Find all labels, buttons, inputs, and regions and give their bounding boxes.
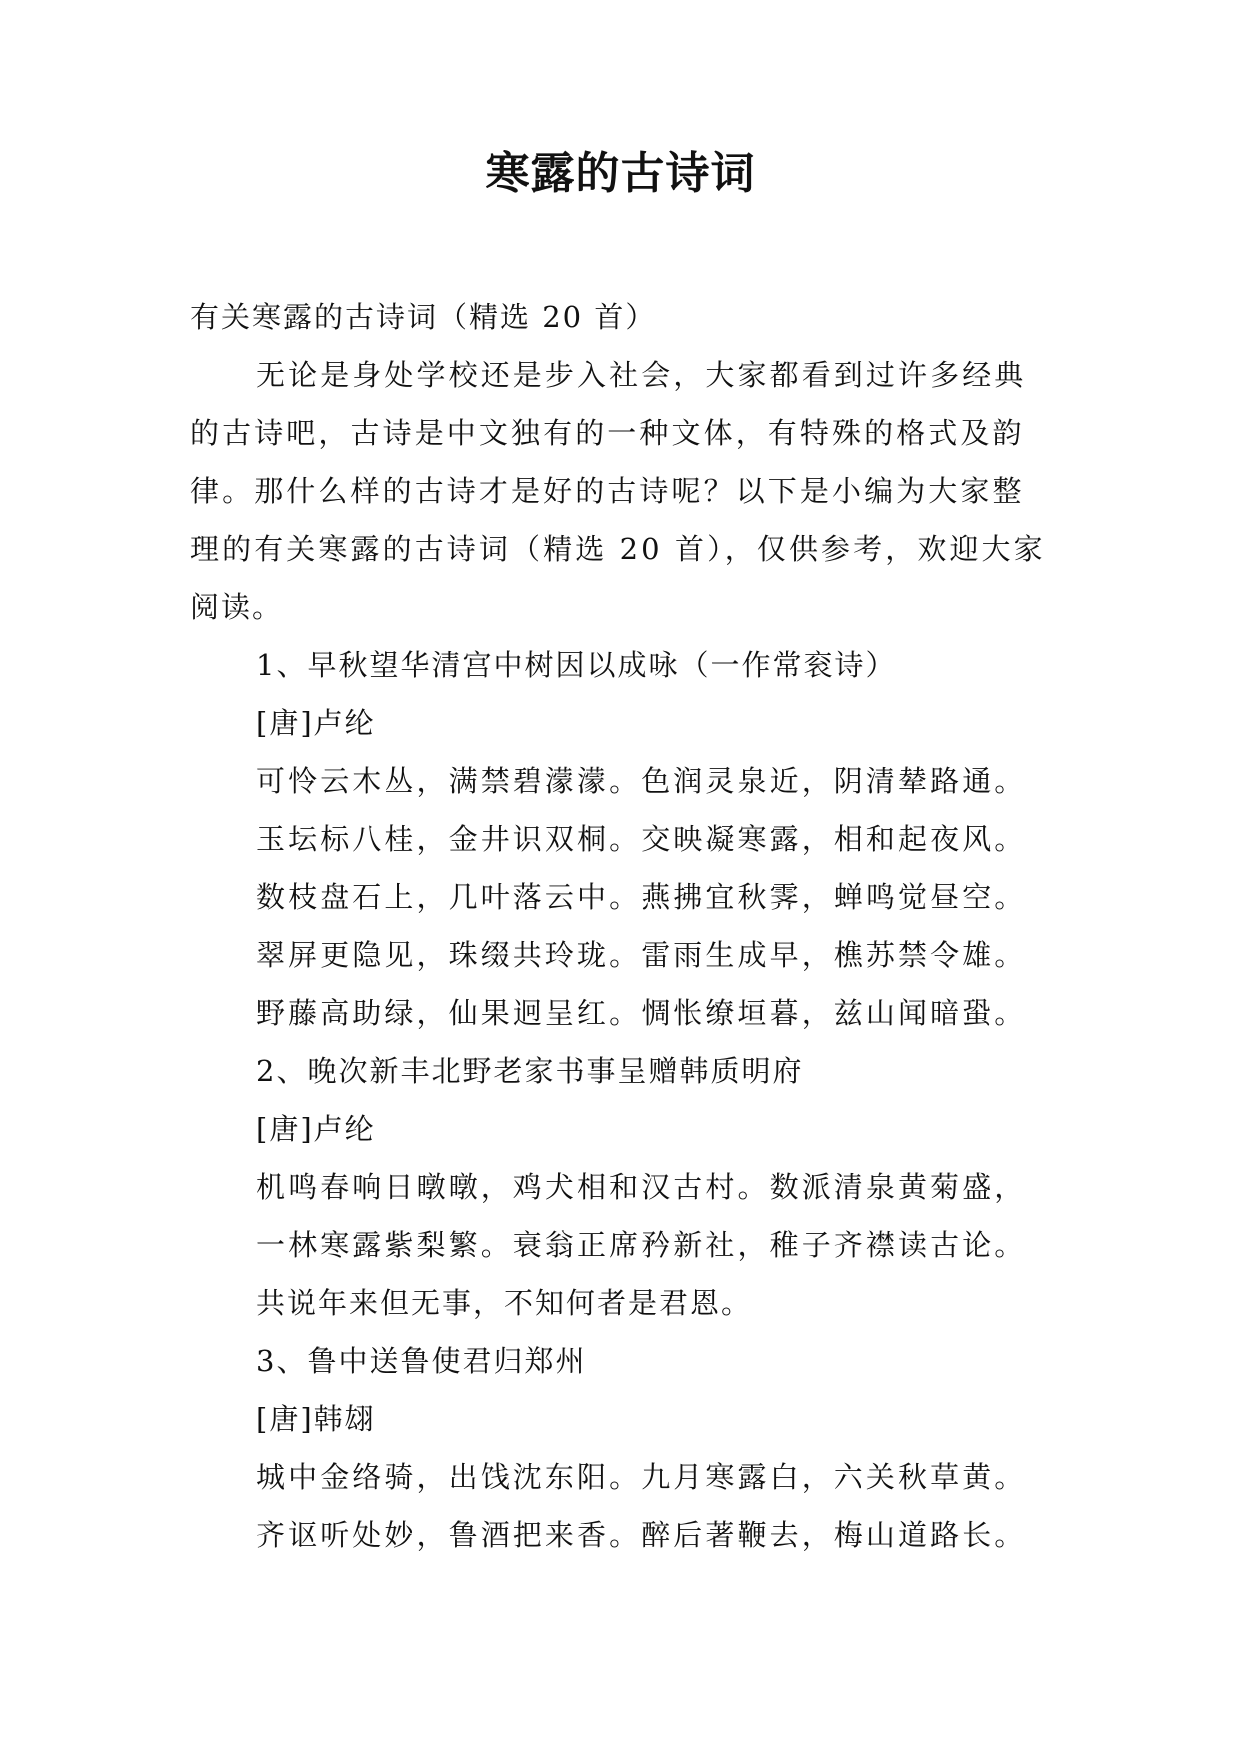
poem-heading: 3、鲁中送鲁使君归郑州 bbox=[256, 1344, 587, 1378]
intro-line: 理的有关寒露的古诗词（精选 20 首），仅供参考，欢迎大家 bbox=[190, 532, 1046, 566]
poem-line: 共说年来但无事，不知何者是君恩。 bbox=[256, 1286, 753, 1320]
poem-heading: 2、晚次新丰北野老家书事呈赠韩质明府 bbox=[256, 1054, 804, 1088]
poem-line: 数枝盘石上，几叶落云中。燕拂宜秋霁，蝉鸣觉昼空。 bbox=[256, 880, 1027, 914]
poem-line: 玉坛标八桂，金井识双桐。交映凝寒露，相和起夜风。 bbox=[256, 822, 1027, 856]
poem-author: [唐]卢纶 bbox=[256, 706, 376, 740]
poem-line: 一林寒露紫梨繁。衰翁正席矜新社，稚子齐襟读古论。 bbox=[256, 1228, 1027, 1262]
poem-line: 翠屏更隐见，珠缀共玲珑。雷雨生成早，樵苏禁令雄。 bbox=[256, 938, 1027, 972]
poem-line: 野藤高助绿，仙果迥呈红。惆怅缭垣暮，兹山闻暗蛩。 bbox=[256, 996, 1027, 1030]
poem-line: 机鸣春响日暾暾，鸡犬相和汉古村。数派清泉黄菊盛， bbox=[256, 1170, 1027, 1204]
intro-line: 阅读。 bbox=[190, 590, 284, 624]
poem-line: 城中金络骑，出饯沈东阳。九月寒露白，六关秋草黄。 bbox=[256, 1460, 1027, 1494]
subtitle: 有关寒露的古诗词（精选 20 首） bbox=[190, 300, 657, 334]
document-body bbox=[190, 288, 1050, 1564]
page-title: 寒露的古诗词 bbox=[485, 148, 756, 199]
poem-heading: 1、早秋望华清宫中树因以成咏（一作常衮诗） bbox=[256, 648, 897, 682]
poem-line: 齐讴听处妙，鲁酒把来香。醉后著鞭去，梅山道路长。 bbox=[256, 1518, 1027, 1552]
intro-line: 无论是身处学校还是步入社会，大家都看到过许多经典 bbox=[256, 358, 1027, 392]
intro-line: 的古诗吧，古诗是中文独有的一种文体，有特殊的格式及韵 bbox=[190, 416, 1025, 450]
poem-author: [唐]韩翃 bbox=[256, 1402, 376, 1436]
intro-line: 律。那什么样的古诗才是好的古诗呢？以下是小编为大家整 bbox=[190, 474, 1025, 508]
poem-line: 可怜云木丛，满禁碧濛濛。色润灵泉近，阴清辇路通。 bbox=[256, 764, 1027, 798]
poem-author: [唐]卢纶 bbox=[256, 1112, 376, 1146]
